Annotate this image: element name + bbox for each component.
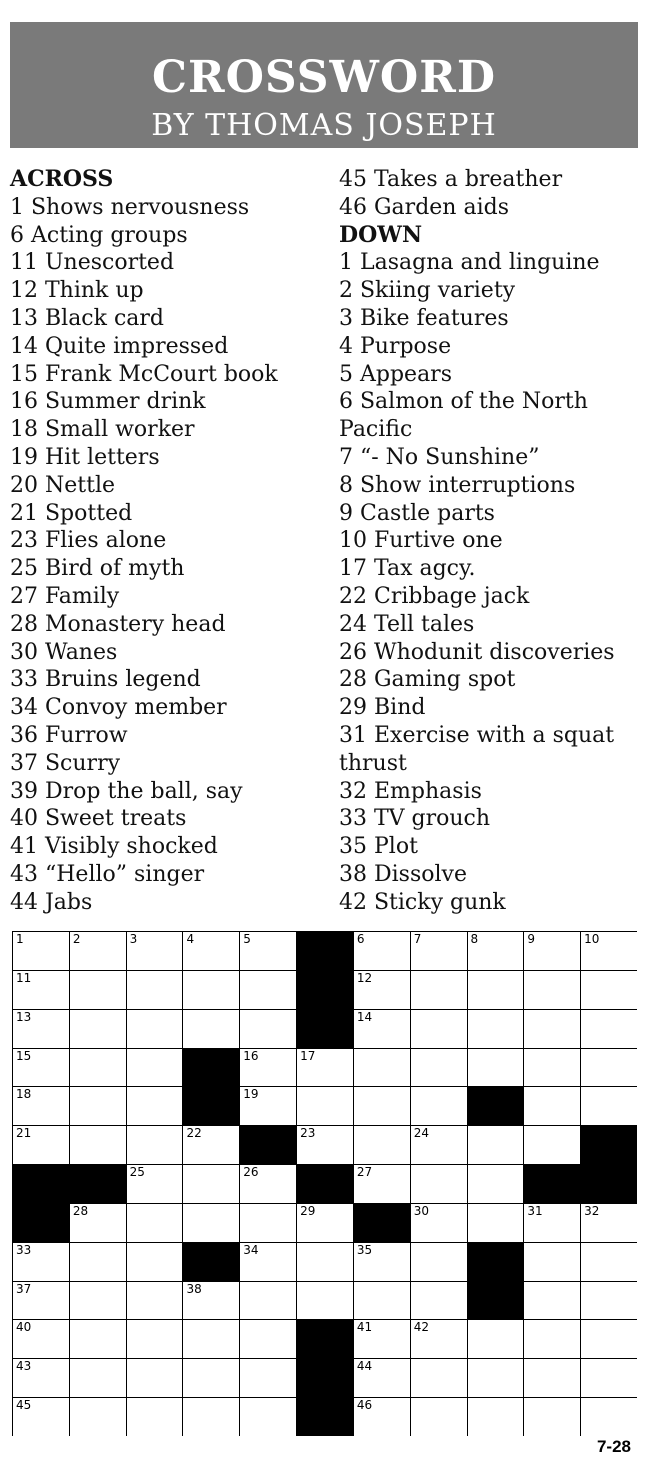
grid-black-square <box>467 1281 524 1320</box>
grid-cell[interactable] <box>467 1203 524 1242</box>
grid-cell[interactable] <box>353 1125 410 1164</box>
grid-cell[interactable] <box>410 970 467 1009</box>
clue-line: 21 Spotted <box>10 500 133 526</box>
grid-cell[interactable] <box>410 1009 467 1048</box>
grid-black-square <box>296 1009 353 1048</box>
clue-line: 20 Nettle <box>10 472 115 498</box>
grid-cell[interactable] <box>410 1397 467 1436</box>
cell-number: 32 <box>584 1203 600 1218</box>
grid-cell[interactable] <box>410 1358 467 1397</box>
cell-number: 4 <box>186 932 195 946</box>
crossword-grid <box>12 931 637 1436</box>
clue-line: 36 Furrow <box>10 722 128 748</box>
grid-cell[interactable] <box>182 1281 239 1320</box>
grid-cell[interactable] <box>126 1319 183 1358</box>
cell-number: 1 <box>16 932 24 946</box>
cell-number: 22 <box>186 1126 202 1141</box>
cell-number: 17 <box>300 1048 316 1063</box>
clue-line: 22 Cribbage jack <box>339 583 530 609</box>
cell-number: 2 <box>72 932 81 946</box>
grid-cell[interactable] <box>12 1319 69 1358</box>
grid-cell[interactable] <box>182 1358 239 1397</box>
grid-cell[interactable] <box>410 1281 467 1320</box>
cell-number: 9 <box>527 932 535 946</box>
grid-cell[interactable] <box>69 1358 126 1397</box>
grid-cell[interactable] <box>12 1281 69 1320</box>
clue-line: Pacific <box>339 417 413 443</box>
grid-cell[interactable] <box>12 1048 69 1087</box>
grid-cell[interactable] <box>12 1358 69 1397</box>
grid-cell[interactable] <box>467 931 524 970</box>
clue-line: 33 TV grouch <box>339 806 491 832</box>
grid-cell[interactable] <box>467 1319 524 1358</box>
cell-number: 25 <box>129 1165 145 1180</box>
grid-cell[interactable] <box>182 1319 239 1358</box>
puzzle-date: 7-28 <box>596 1437 631 1456</box>
grid-cell[interactable] <box>410 1086 467 1125</box>
clue-line: 24 Tell tales <box>339 611 475 637</box>
cell-number: 45 <box>16 1398 32 1413</box>
cell-number: 15 <box>16 1048 32 1063</box>
cell-number: 35 <box>356 1242 373 1257</box>
grid-cell[interactable] <box>580 1203 637 1242</box>
grid-cell[interactable] <box>523 1242 580 1281</box>
grid-cell[interactable] <box>580 1319 637 1358</box>
grid-cell[interactable] <box>182 1397 239 1436</box>
grid-cell[interactable] <box>126 1203 183 1242</box>
grid-cell[interactable] <box>580 970 637 1009</box>
grid-cell[interactable] <box>523 970 580 1009</box>
grid-cell[interactable] <box>69 1203 126 1242</box>
grid-cell[interactable] <box>69 1242 126 1281</box>
grid-cell[interactable] <box>353 1281 410 1320</box>
cell-number: 28 <box>72 1203 89 1218</box>
clue-line: 26 Whodunit discoveries <box>339 639 615 665</box>
grid-cell[interactable] <box>239 1281 296 1320</box>
clue-line: 28 Gaming spot <box>339 667 516 693</box>
grid-black-square <box>239 1125 296 1164</box>
grid-cell[interactable] <box>12 1242 69 1281</box>
grid-cell[interactable] <box>12 1125 69 1164</box>
clue-line: 31 Exercise with a squat <box>339 722 615 748</box>
grid-cell[interactable] <box>126 970 183 1009</box>
cell-number: 44 <box>356 1359 373 1374</box>
cell-number: 11 <box>16 970 32 985</box>
cell-number: 30 <box>413 1203 429 1218</box>
clue-line: 33 Bruins legend <box>10 667 201 693</box>
grid-cell[interactable] <box>467 1164 524 1203</box>
grid-cell[interactable] <box>126 1086 183 1125</box>
clue-line: 25 Bird of myth <box>10 556 185 582</box>
cell-number: 34 <box>243 1242 259 1257</box>
grid-cell[interactable] <box>467 970 524 1009</box>
grid-cell[interactable] <box>353 931 410 970</box>
clue-line: 18 Small worker <box>10 417 195 443</box>
clue-line: 15 Frank McCourt book <box>10 361 278 387</box>
grid-cell[interactable] <box>126 1125 183 1164</box>
grid-black-square <box>580 1164 637 1203</box>
grid-cell[interactable] <box>69 1048 126 1087</box>
cell-number: 7 <box>413 932 422 946</box>
clue-line: 39 Drop the ball, say <box>10 778 243 804</box>
cell-number: 46 <box>356 1398 373 1413</box>
grid-black-square <box>467 1242 524 1281</box>
grid-cell[interactable] <box>182 1203 239 1242</box>
cell-number: 41 <box>356 1320 373 1335</box>
grid-cell[interactable] <box>182 1125 239 1164</box>
grid-cell[interactable] <box>69 931 126 970</box>
cell-number: 38 <box>186 1281 202 1296</box>
grid-black-square <box>182 1048 239 1087</box>
grid-cell[interactable] <box>12 970 69 1009</box>
cell-number: 33 <box>16 1242 32 1257</box>
grid-cell[interactable] <box>353 1397 410 1436</box>
grid-cell[interactable] <box>239 1048 296 1087</box>
grid-cell[interactable] <box>523 1397 580 1436</box>
grid-cell[interactable] <box>467 1009 524 1048</box>
clue-line: 6 Acting groups <box>10 222 188 248</box>
grid-cell[interactable] <box>523 1203 580 1242</box>
clue-line: 44 Jabs <box>10 889 93 915</box>
grid-cell[interactable] <box>410 1242 467 1281</box>
grid-cell[interactable] <box>523 931 580 970</box>
grid-cell[interactable] <box>126 1281 183 1320</box>
cell-number: 6 <box>356 932 365 946</box>
cell-number: 14 <box>356 1009 373 1024</box>
grid-cell[interactable] <box>126 1397 183 1436</box>
cell-number: 42 <box>413 1320 429 1335</box>
grid-cell[interactable] <box>69 1397 126 1436</box>
grid-cell[interactable] <box>353 1048 410 1087</box>
clue-line: 9 Castle parts <box>339 500 495 526</box>
cell-number: 21 <box>16 1126 32 1141</box>
grid-cell[interactable] <box>410 1164 467 1203</box>
clue-column-left <box>10 166 330 917</box>
clue-line: 23 Flies alone <box>10 528 167 554</box>
grid-black-square <box>353 1203 410 1242</box>
grid-cell[interactable] <box>580 1009 637 1048</box>
clue-section-heading: DOWN <box>339 221 423 248</box>
grid-cell[interactable] <box>12 931 69 970</box>
cell-number: 23 <box>300 1126 316 1141</box>
grid-black-square <box>12 1203 69 1242</box>
grid-black-square <box>296 931 353 970</box>
grid-cell[interactable] <box>580 1281 637 1320</box>
grid-black-square <box>182 1086 239 1125</box>
clue-line: 19 Hit letters <box>10 444 160 470</box>
grid-black-square <box>296 1319 353 1358</box>
grid-cell[interactable] <box>580 1242 637 1281</box>
grid-cell[interactable] <box>126 1358 183 1397</box>
clue-line: 29 Bind <box>339 695 426 721</box>
grid-cell[interactable] <box>296 1048 353 1087</box>
clue-line: 38 Dissolve <box>339 861 467 887</box>
grid-cell[interactable] <box>523 1281 580 1320</box>
grid-cell[interactable] <box>69 1319 126 1358</box>
grid-cell[interactable] <box>12 1086 69 1125</box>
clue-line: thrust <box>339 750 407 776</box>
grid-cell[interactable] <box>467 1048 524 1087</box>
clue-line: 46 Garden aids <box>339 194 509 220</box>
grid-cell[interactable] <box>296 1125 353 1164</box>
cell-number: 29 <box>300 1203 316 1218</box>
grid-cell[interactable] <box>182 931 239 970</box>
grid-cell[interactable] <box>580 1048 637 1087</box>
grid-black-square <box>296 1358 353 1397</box>
grid-black-square <box>12 1164 69 1203</box>
grid-cell[interactable] <box>239 1009 296 1048</box>
puzzle-title: CROSSWORD <box>152 52 496 103</box>
clue-line: 41 Visibly shocked <box>10 834 218 860</box>
grid-cell[interactable] <box>353 1358 410 1397</box>
clue-line: 13 Black card <box>10 305 164 331</box>
grid-cell[interactable] <box>353 1009 410 1048</box>
grid-black-square <box>69 1164 126 1203</box>
grid-cell[interactable] <box>12 1397 69 1436</box>
grid-cell[interactable] <box>296 1086 353 1125</box>
grid-cell[interactable] <box>296 1203 353 1242</box>
grid-cell[interactable] <box>410 931 467 970</box>
grid-black-square <box>296 970 353 1009</box>
grid-cell[interactable] <box>523 1125 580 1164</box>
clue-line: 7 “- No Sunshine” <box>339 444 540 470</box>
grid-cell[interactable] <box>580 1358 637 1397</box>
header-banner <box>10 22 638 148</box>
grid-cell[interactable] <box>353 1164 410 1203</box>
cell-number: 27 <box>356 1165 373 1180</box>
clue-line: 14 Quite impressed <box>10 333 229 359</box>
grid-cell[interactable] <box>580 1397 637 1436</box>
grid-cell[interactable] <box>239 970 296 1009</box>
grid-black-square <box>296 1397 353 1436</box>
clue-line: 3 Bike features <box>339 305 509 331</box>
clue-line: 11 Unescorted <box>10 250 175 276</box>
grid-cell[interactable] <box>69 970 126 1009</box>
grid-cell[interactable] <box>69 1125 126 1164</box>
clue-column-right <box>339 166 639 917</box>
grid-cell[interactable] <box>239 1358 296 1397</box>
clue-section-heading: ACROSS <box>10 166 114 192</box>
grid-cell[interactable] <box>126 1009 183 1048</box>
cell-number: 18 <box>16 1087 32 1102</box>
clue-line: 2 Skiing variety <box>339 278 516 304</box>
cell-number: 26 <box>243 1165 259 1180</box>
grid-black-square <box>523 1164 580 1203</box>
grid-cell[interactable] <box>296 1281 353 1320</box>
grid-cell[interactable] <box>126 1048 183 1087</box>
clue-line: 10 Furtive one <box>339 528 503 554</box>
cell-number: 3 <box>129 932 138 946</box>
cell-number: 37 <box>16 1281 32 1296</box>
grid-cell[interactable] <box>353 970 410 1009</box>
clue-line: 34 Convoy member <box>10 695 227 721</box>
puzzle-byline: BY THOMAS JOSEPH <box>151 108 497 143</box>
grid-cell[interactable] <box>12 1009 69 1048</box>
clue-line: 30 Wanes <box>10 639 118 665</box>
clue-line: 40 Sweet treats <box>10 806 187 832</box>
grid-cell[interactable] <box>239 931 296 970</box>
clue-line: 43 “Hello” singer <box>10 861 205 887</box>
clue-line: 37 Scurry <box>10 750 121 776</box>
grid-cell[interactable] <box>69 1281 126 1320</box>
grid-cell[interactable] <box>410 1319 467 1358</box>
grid-cell[interactable] <box>467 1397 524 1436</box>
clue-line: 28 Monastery head <box>10 611 226 637</box>
grid-black-square <box>296 1164 353 1203</box>
grid-cell[interactable] <box>410 1048 467 1087</box>
grid-cell[interactable] <box>353 1319 410 1358</box>
grid-cell[interactable] <box>467 1358 524 1397</box>
cell-number: 8 <box>470 932 479 946</box>
grid-cell[interactable] <box>126 931 183 970</box>
cell-number: 13 <box>16 1009 32 1024</box>
grid-cell[interactable] <box>523 1358 580 1397</box>
grid-cell[interactable] <box>69 1086 126 1125</box>
cell-number: 31 <box>527 1203 543 1218</box>
grid-cell[interactable] <box>182 970 239 1009</box>
grid-cell[interactable] <box>467 1125 524 1164</box>
cell-number: 24 <box>413 1126 429 1141</box>
clue-line: 32 Emphasis <box>339 778 482 804</box>
grid-cell[interactable] <box>239 1397 296 1436</box>
grid-cell[interactable] <box>69 1009 126 1048</box>
grid-cell[interactable] <box>410 1125 467 1164</box>
grid-cell[interactable] <box>296 1242 353 1281</box>
cell-number: 40 <box>16 1320 32 1335</box>
clue-line: 4 Purpose <box>339 333 452 359</box>
grid-cell[interactable] <box>353 1086 410 1125</box>
grid-cell[interactable] <box>239 1086 296 1125</box>
grid-cell[interactable] <box>523 1086 580 1125</box>
clue-line: 45 Takes a breather <box>339 167 563 192</box>
grid-cell[interactable] <box>353 1242 410 1281</box>
grid-cell[interactable] <box>182 1164 239 1203</box>
grid-cell[interactable] <box>126 1164 183 1203</box>
grid-cell[interactable] <box>239 1164 296 1203</box>
grid-cell[interactable] <box>580 1086 637 1125</box>
clue-line: 42 Sticky gunk <box>339 889 506 915</box>
cell-number: 19 <box>243 1087 259 1102</box>
clue-line: 8 Show interruptions <box>339 472 576 498</box>
cell-number: 12 <box>356 970 373 985</box>
grid-cell[interactable] <box>239 1242 296 1281</box>
grid-cell[interactable] <box>239 1203 296 1242</box>
clue-line: 6 Salmon of the North <box>339 389 588 415</box>
cell-number: 16 <box>243 1048 259 1063</box>
grid-cell[interactable] <box>523 1009 580 1048</box>
grid-black-square <box>467 1086 524 1125</box>
cell-number: 43 <box>16 1359 32 1374</box>
clue-line: 1 Lasagna and linguine <box>339 250 600 276</box>
grid-cell[interactable] <box>523 1319 580 1358</box>
clue-line: 35 Plot <box>339 834 418 860</box>
cell-number: 10 <box>584 932 600 946</box>
clue-line: 16 Summer drink <box>10 389 206 415</box>
clue-line: 17 Tax agcy. <box>339 556 476 582</box>
clue-line: 12 Think up <box>10 278 144 304</box>
clue-line: 1 Shows nervousness <box>10 194 250 220</box>
grid-cell[interactable] <box>239 1319 296 1358</box>
cell-number: 5 <box>243 932 251 946</box>
clue-line: 5 Appears <box>339 361 452 387</box>
grid-cell[interactable] <box>182 1009 239 1048</box>
grid-cell[interactable] <box>410 1203 467 1242</box>
grid-cell[interactable] <box>523 1048 580 1087</box>
grid-black-square <box>580 1125 637 1164</box>
grid-black-square <box>182 1242 239 1281</box>
grid-cell[interactable] <box>126 1242 183 1281</box>
clue-line: 27 Family <box>10 583 120 609</box>
grid-cell[interactable] <box>580 931 637 970</box>
